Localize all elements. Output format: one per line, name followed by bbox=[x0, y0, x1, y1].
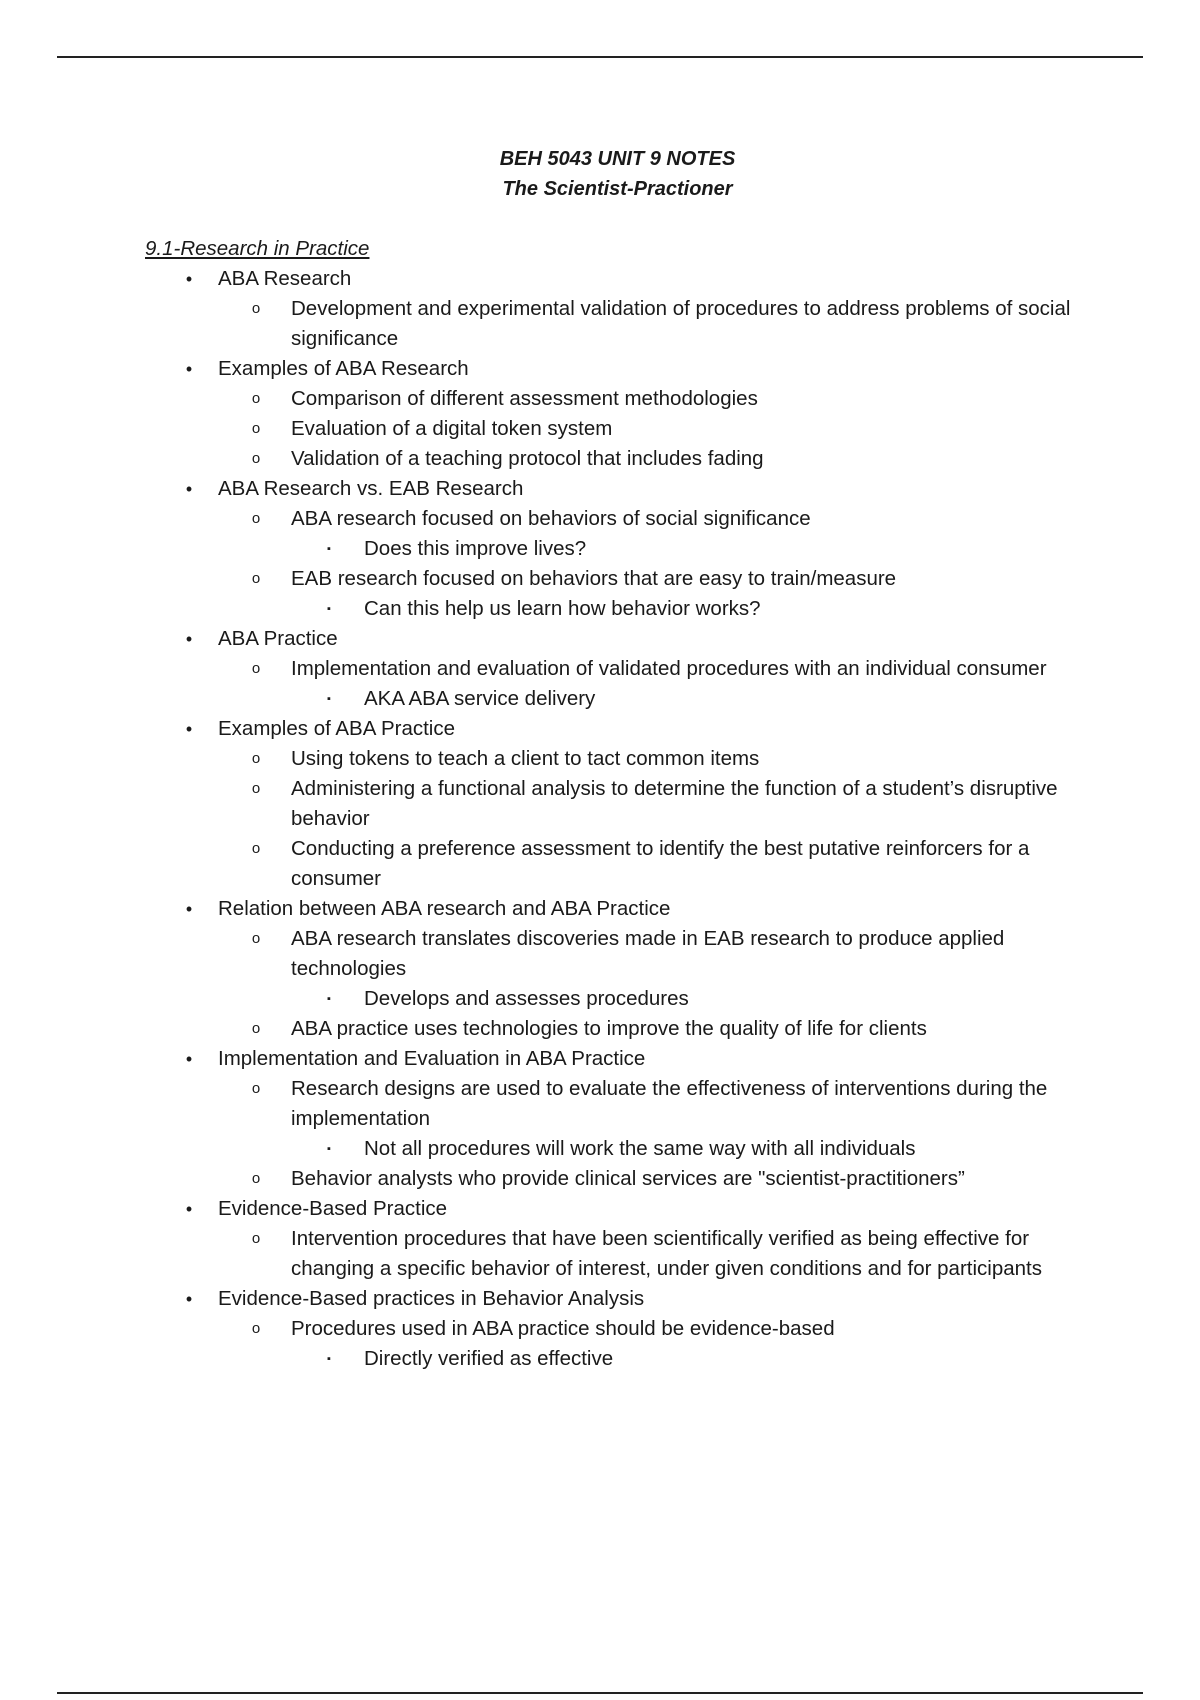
sub-sub-item bbox=[291, 534, 1085, 564]
sub-sub-list bbox=[291, 684, 1085, 714]
circle-bullet-icon: o bbox=[251, 1320, 261, 1337]
outline-item-text: Evidence-Based practices in Behavior Analysis bbox=[218, 1287, 645, 1310]
document-title-block bbox=[0, 144, 1200, 204]
bullet-icon: • bbox=[185, 1199, 193, 1219]
sub-sub-list bbox=[291, 1134, 1085, 1164]
sub-item bbox=[218, 654, 1085, 714]
bullet-icon: • bbox=[185, 899, 193, 919]
sub-list bbox=[218, 744, 1085, 894]
outline-item-text: ABA Research bbox=[218, 267, 352, 290]
outline-item-text: ABA Practice bbox=[218, 627, 338, 650]
bullet-icon: • bbox=[185, 1049, 193, 1069]
circle-bullet-icon: o bbox=[251, 570, 261, 587]
sub-item bbox=[218, 564, 1085, 624]
sub-item-text: Intervention procedures that have been scientifically verified as being effective for changing a specific behavior of interest, under given conditions and for participants bbox=[291, 1227, 1042, 1280]
sub-item bbox=[218, 504, 1085, 564]
sub-sub-item bbox=[291, 1344, 1085, 1374]
circle-bullet-icon: o bbox=[251, 420, 261, 437]
header-rule bbox=[57, 56, 1143, 58]
sub-list bbox=[218, 1224, 1085, 1284]
sub-sub-item-text: AKA ABA service delivery bbox=[364, 687, 596, 710]
sub-list bbox=[218, 294, 1085, 354]
circle-bullet-icon: o bbox=[251, 1170, 261, 1187]
circle-bullet-icon: o bbox=[251, 660, 261, 677]
sub-sub-item bbox=[291, 1134, 1085, 1164]
sub-item bbox=[218, 1074, 1085, 1164]
sub-item bbox=[218, 774, 1085, 834]
sub-sub-item-text: Not all procedures will work the same way with all individuals bbox=[364, 1137, 916, 1160]
outline-item-text: Examples of ABA Research bbox=[218, 357, 469, 380]
bullet-icon: • bbox=[185, 269, 193, 289]
sub-item-text: Procedures used in ABA practice should be evidence-based bbox=[291, 1317, 835, 1340]
sub-sub-item-text: Develops and assesses procedures bbox=[364, 987, 689, 1010]
sub-item bbox=[218, 444, 1085, 474]
sub-sub-item-text: Directly verified as effective bbox=[364, 1347, 614, 1370]
sub-item-text: Conducting a preference assessment to identify the best putative reinforcers for a consumer bbox=[291, 837, 1030, 890]
sub-item-text: Administering a functional analysis to determine the function of a student’s disruptive behavior bbox=[291, 777, 1058, 830]
circle-bullet-icon: o bbox=[251, 510, 261, 527]
sub-list bbox=[218, 384, 1085, 474]
document-subtitle: The Scientist-Practioner bbox=[502, 178, 733, 200]
bullet-icon: • bbox=[185, 1289, 193, 1309]
sub-sub-list bbox=[291, 984, 1085, 1014]
square-bullet-icon: ▪ bbox=[327, 543, 331, 555]
circle-bullet-icon: o bbox=[251, 930, 261, 947]
sub-item-text: EAB research focused on behaviors that are easy to train/measure bbox=[291, 567, 897, 590]
outline-item bbox=[145, 894, 1085, 1044]
sub-item-text: Development and experimental validation of procedures to address problems of social significance bbox=[291, 297, 1071, 350]
outline-item bbox=[145, 1284, 1085, 1374]
sub-item-text: ABA research focused on behaviors of social significance bbox=[291, 507, 811, 530]
sub-list bbox=[218, 924, 1085, 1044]
footer-rule bbox=[57, 1692, 1143, 1694]
sub-sub-list bbox=[291, 1344, 1085, 1374]
circle-bullet-icon: o bbox=[251, 390, 261, 407]
outline-item bbox=[145, 264, 1085, 354]
sub-item-text: Research designs are used to evaluate the effectiveness of interventions during the implementation bbox=[291, 1077, 1048, 1130]
bullet-icon: • bbox=[185, 479, 193, 499]
notes-list bbox=[145, 264, 1085, 1374]
outline-item bbox=[145, 624, 1085, 714]
outline-item bbox=[145, 1194, 1085, 1284]
outline-item-text: Examples of ABA Practice bbox=[218, 717, 456, 740]
circle-bullet-icon: o bbox=[251, 750, 261, 767]
sub-item bbox=[218, 924, 1085, 1014]
sub-item-text: Evaluation of a digital token system bbox=[291, 417, 613, 440]
sub-item-text: ABA practice uses technologies to improve the quality of life for clients bbox=[291, 1017, 927, 1040]
document-title: BEH 5043 UNIT 9 NOTES bbox=[499, 148, 736, 170]
sub-sub-list bbox=[291, 534, 1085, 564]
outline-item bbox=[145, 354, 1085, 474]
bullet-icon: • bbox=[185, 629, 193, 649]
sub-list bbox=[218, 1074, 1085, 1194]
section-heading: 9.1-Research in Practice bbox=[145, 237, 370, 260]
circle-bullet-icon: o bbox=[251, 1080, 261, 1097]
sub-list bbox=[218, 504, 1085, 624]
circle-bullet-icon: o bbox=[251, 300, 261, 317]
sub-item bbox=[218, 1014, 1085, 1044]
square-bullet-icon: ▪ bbox=[327, 693, 331, 705]
outline-item bbox=[145, 714, 1085, 894]
sub-item-text: ABA research translates discoveries made in EAB research to produce applied technologies bbox=[291, 927, 1005, 980]
square-bullet-icon: ▪ bbox=[327, 1143, 331, 1155]
sub-sub-item bbox=[291, 594, 1085, 624]
sub-item bbox=[218, 744, 1085, 774]
sub-sub-item-text: Does this improve lives? bbox=[364, 537, 587, 560]
sub-item-text: Implementation and evaluation of validated procedures with an individual consumer bbox=[291, 657, 1047, 680]
sub-sub-item bbox=[291, 684, 1085, 714]
sub-item-text: Behavior analysts who provide clinical services are "scientist-practitioners” bbox=[291, 1167, 965, 1190]
sub-item bbox=[218, 414, 1085, 444]
bullet-icon: • bbox=[185, 719, 193, 739]
sub-item bbox=[218, 834, 1085, 894]
sub-list bbox=[218, 654, 1085, 714]
circle-bullet-icon: o bbox=[251, 840, 261, 857]
circle-bullet-icon: o bbox=[251, 1230, 261, 1247]
sub-list bbox=[218, 1314, 1085, 1374]
outline-item bbox=[145, 1044, 1085, 1194]
outline-item-text: Evidence-Based Practice bbox=[218, 1197, 448, 1220]
square-bullet-icon: ▪ bbox=[327, 603, 331, 615]
sub-item bbox=[218, 1224, 1085, 1284]
square-bullet-icon: ▪ bbox=[327, 1353, 331, 1365]
sub-sub-list bbox=[291, 594, 1085, 624]
sub-sub-item-text: Can this help us learn how behavior works? bbox=[364, 597, 761, 620]
circle-bullet-icon: o bbox=[251, 1020, 261, 1037]
outline-item-text: Implementation and Evaluation in ABA Practice bbox=[218, 1047, 646, 1070]
sub-item-text: Validation of a teaching protocol that includes fading bbox=[291, 447, 764, 470]
notes-content bbox=[145, 234, 1085, 1374]
bullet-icon: • bbox=[185, 359, 193, 379]
circle-bullet-icon: o bbox=[251, 780, 261, 797]
sub-item-text: Using tokens to teach a client to tact common items bbox=[291, 747, 760, 770]
sub-item-text: Comparison of different assessment methodologies bbox=[291, 387, 758, 410]
square-bullet-icon: ▪ bbox=[327, 993, 331, 1005]
circle-bullet-icon: o bbox=[251, 450, 261, 467]
sub-sub-item bbox=[291, 984, 1085, 1014]
sub-item bbox=[218, 384, 1085, 414]
outline-item-text: ABA Research vs. EAB Research bbox=[218, 477, 524, 500]
sub-item bbox=[218, 1314, 1085, 1374]
sub-item bbox=[218, 294, 1085, 354]
sub-item bbox=[218, 1164, 1085, 1194]
outline-item-text: Relation between ABA research and ABA Practice bbox=[218, 897, 671, 920]
outline-item bbox=[145, 474, 1085, 624]
